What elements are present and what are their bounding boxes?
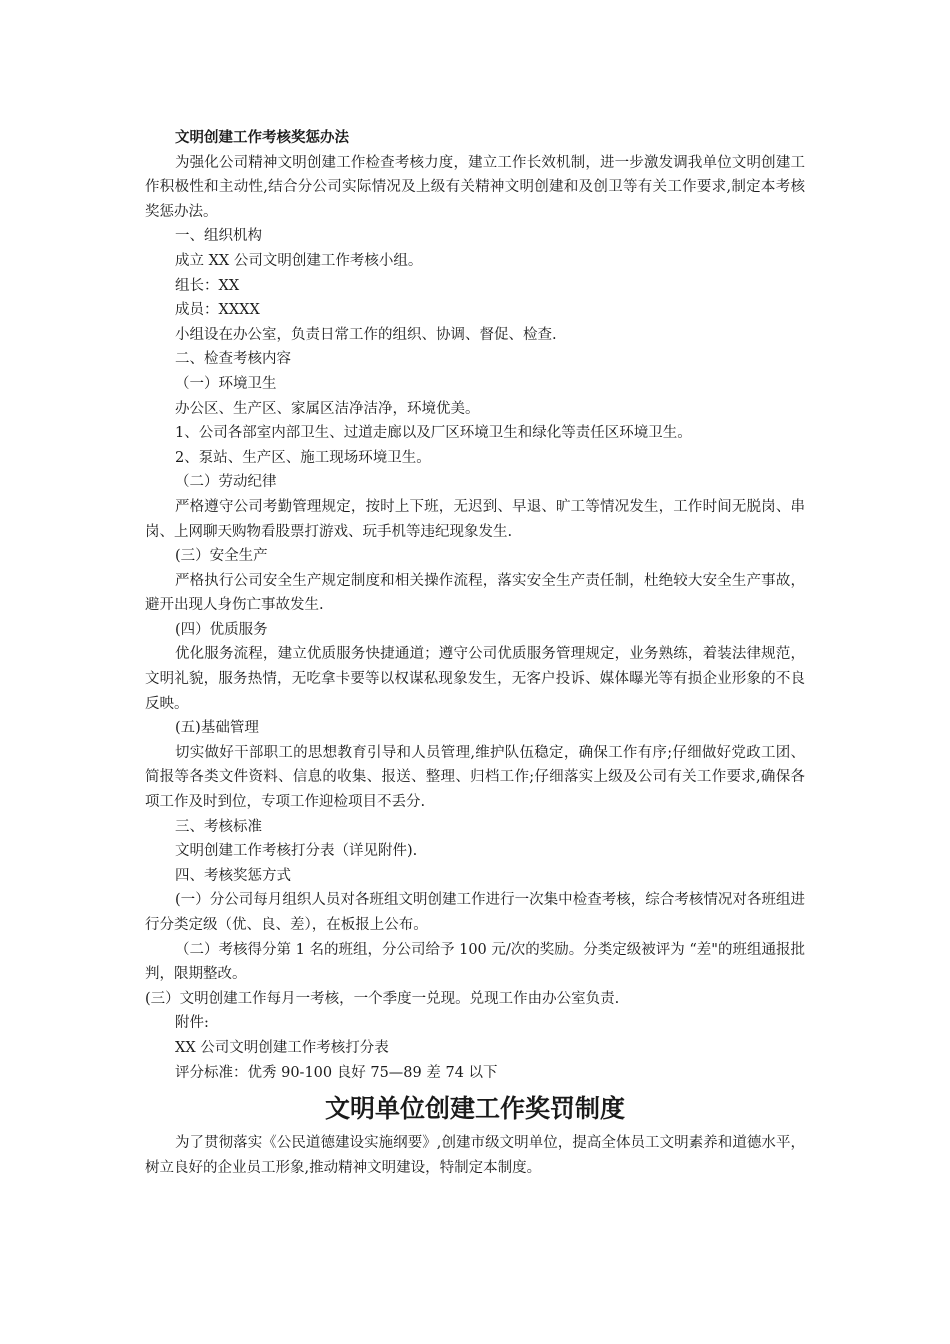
section1-leader: 组长：XX [175,277,240,294]
section2-4-heading: (四）优质服务 [175,621,268,638]
section2-5-heading: (五)基础管理 [175,720,259,737]
section1-members: 成员：XXXX [175,302,260,319]
section2-2-text: 严格遵守公司考勤管理规定，按时上下班，无迟到、早退、旷工等情况发生，工作时间无脱岗、串岗、上网聊天购物看股票打游戏、玩手机等违纪现象发生. [145,498,805,540]
section2-2-heading: （二）劳动纪律 [175,474,277,491]
attachment-name: XX 公司文明创建工作考核打分表 [175,1039,389,1056]
section2-1-item2: 2、泵站、生产区、施工现场环境卫生。 [175,449,431,466]
document-body [145,126,805,1180]
section1-line: 成立 XX 公司文明创建工作考核小组。 [175,252,423,269]
section2-3-text: 严格执行公司安全生产规定制度和相关操作流程，落实安全生产责任制，杜绝较大安全生产事故，避开出现人身伤亡事故发生. [145,572,805,614]
section1-office: 小组设在办公室，负责日常工作的组织、协调、督促、检查. [175,326,557,343]
attachment-label: 附件: [175,1015,209,1032]
section2-3-heading: (三）安全生产 [175,548,268,565]
section2-heading: 二、检查考核内容 [175,351,291,368]
doc-title: 文明创建工作考核奖惩办法 [175,129,349,146]
section2-1-line: 办公区、生产区、家属区洁净洁净，环境优美。 [175,400,480,417]
scoring-standard: 评分标准：优秀 90-100 良好 75—89 差 74 以下 [175,1064,498,1081]
section4-item3: (三）文明创建工作每月一考核，一个季度一兑现。兑现工作由办公室负责. [145,990,620,1007]
section2-1-heading: （一）环境卫生 [175,375,277,392]
second-intro-paragraph: 为了贯彻落实《公民道德建设实施纲要》,创建市级文明单位，提高全体员工文明素养和道德水平，树立良好的企业员工形象,推动精神文明建设，特制定本制度。 [145,1135,805,1176]
second-doc-title: 文明单位创建工作奖罚制度 [324,1094,625,1124]
section4-heading: 四、考核奖惩方式 [175,867,291,884]
section4-item2: （二）考核得分第 1 名的班组，分公司给予 100 元/次的奖励。分类定级被评为 “差"的班组通报批判，限期整改。 [145,941,805,983]
section4-item1: (一）分公司每月组织人员对各班组文明创建工作进行一次集中检查考核，综合考核情况对各班组进行分类定级（优、良、差），在板报上公布。 [145,892,805,933]
section2-4-text: 优化服务流程，建立优质服务快捷通道；遵守公司优质服务管理规定，业务熟练，着装法律规范，文明礼貌，服务热情，无吃拿卡要等以权谋私现象发生，无客户投诉、媒体曝光等有损企业形象的不良反映。 [145,646,805,712]
intro-paragraph: 为强化公司精神文明创建工作检查考核力度，建立工作长效机制，进一步激发调我单位文明创建工作积极性和主动性,结合分公司实际情况及上级有关精神文明创建和及创卫等有关工作要求,制定本考核奖惩办法。 [145,154,805,220]
section3-text: 文明创建工作考核打分表（详见附件). [175,843,418,860]
section1-heading: 一、组织机构 [175,228,262,245]
section2-1-item1: 1、公司各部室内部卫生、过道走廊以及厂区环境卫生和绿化等责任区环境卫生。 [175,425,692,442]
section3-heading: 三、考核标准 [175,818,262,835]
section2-5-text: 切实做好干部职工的思想教育引导和人员管理,维护队伍稳定，确保工作有序;仔细做好党政工团、简报等各类文件资料、信息的收集、报送、整理、归档工作;仔细落实上级及公司有关工作要求,确保各项工作及时到位，专项工作迎检项目不丢分. [145,744,805,811]
